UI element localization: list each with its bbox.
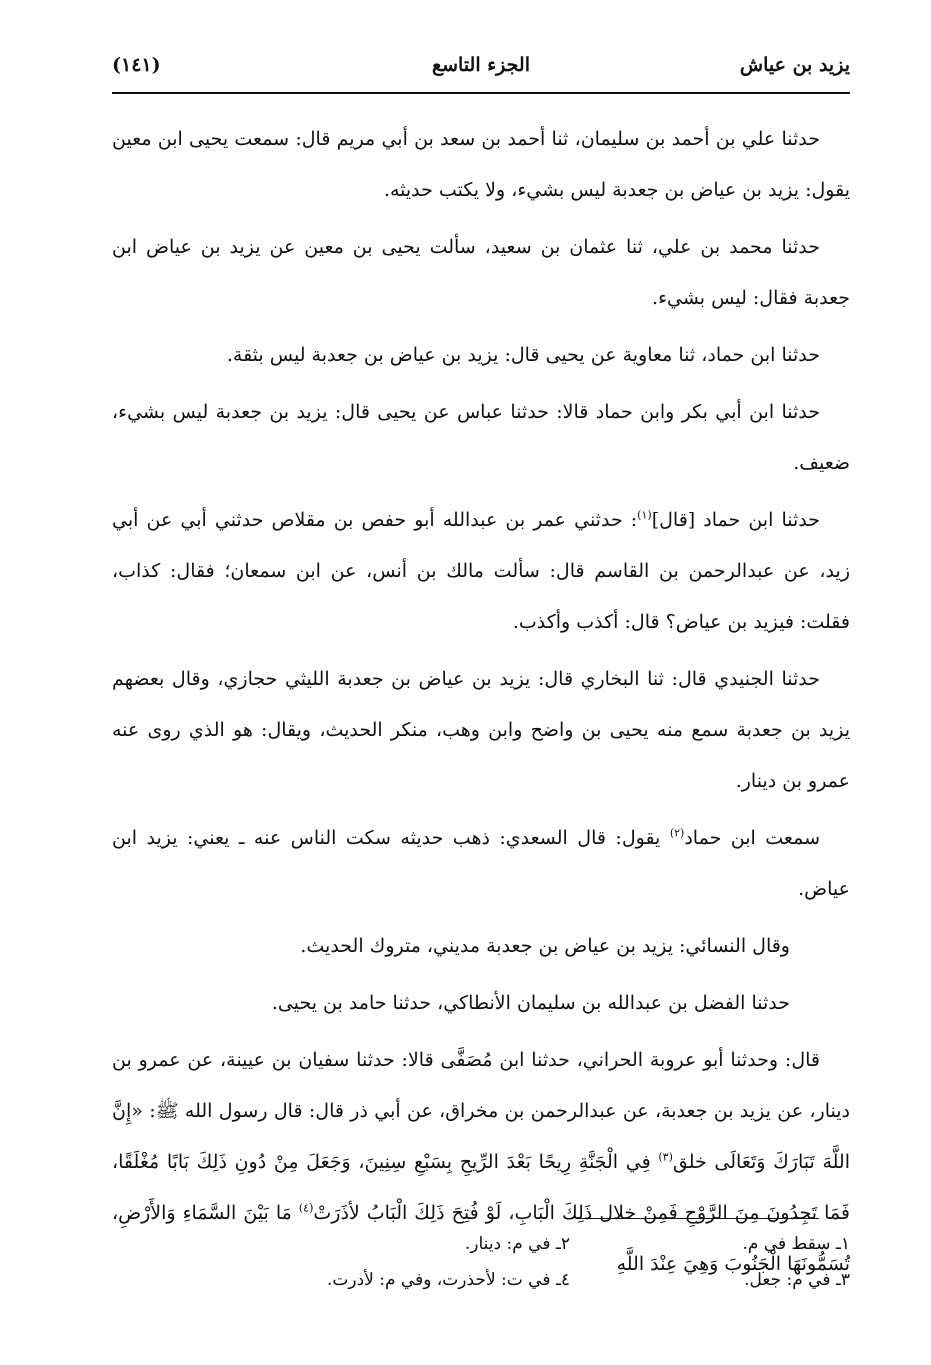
page-number: (١٤١) [112,54,161,76]
paragraph-text: حدثنا علي بن أحمد بن سليمان، ثنا أحمد بن سعد بن أبي مريم قال: سمعت يحيى ابن معين يقول: يزيد بن عياض بن جعدبة ليس بشيء، ولا يكتب حديثه. [112,128,850,201]
paragraph-text: حدثنا الجنيدي قال: ثنا البخاري قال: يزيد بن عياض بن جعدبة الليثي حجازي، وقال بعضهم يزيد بن جعدبة سمع منه يحيى بن واضح وابن وهب، منكر الحديث، ويقال: هو الذي روى عنه عمرو بن دينار. [112,668,850,792]
paragraph-text: يقول: قال السعدي: ذهب حديثه سكت الناس عنه ـ يعني: يزيد ابن عياض. [112,827,850,900]
paragraph-text: قال: وحدثنا أبو عروبة الحراني، حدثنا ابن مُصَفَّى قالا: حدثنا سفيان بن عيينة، عن عمرو بن دينار، عن يزيد بن جعدبة، عن عبدالرحمن بن مخراق، عن أبي ذر قال: قال رسول الله ﷺ: «إِنَّ اللَّهَ تَبَارَكَ وَتَعَالَى خلق [112,1049,850,1173]
paragraph-4 [112,387,850,489]
footnote-3: ٣ـ في م: جعل. [744,1270,850,1290]
paragraph-text: حدثنا ابن حماد، ثنا معاوية عن يحيى قال: يزيد بن عياض بن جعدبة ليس بثقة. [226,344,820,366]
footnote-ref-1: (١) [637,508,652,522]
footnote-ref-4: (٤) [298,1201,314,1215]
paragraph-text: وقال النسائي: يزيد بن عياض بن جعدبة مديني، متروك الحديث. [300,935,790,957]
page-header [112,44,850,94]
footnote-row [112,1234,850,1270]
paragraph-2 [112,222,850,324]
paragraph-7 [112,813,850,915]
main-text [112,114,850,1296]
paragraph-9 [112,978,850,1029]
footnote-row [112,1270,850,1306]
paragraph-5 [112,495,850,648]
footnote-4: ٤ـ في ت: لأحذرت، وفي م: لأدرت. [326,1270,570,1290]
footnote-ref-3: (٣) [658,1150,673,1164]
paragraph-text: مَا بَيْنَ السَّمَاءِ وَالأَرْضِ، تُسَمُّونَهَا الْجَنُوبَ وَهِيَ عِنْدَ اللَّهِ [112,1202,850,1275]
paragraph-text: : حدثني عمر بن عبدالله أبو حفص بن مقلاص حدثني أبي عن أبي زيد، عن عبدالرحمن بن القاسم قال: سألت مالك بن أنس، عن ابن سمعان؛ فقال: كذاب، فقلت: فيزيد بن عياض؟ قال: أكذب وأكذب. [112,509,850,633]
paragraph-6 [112,654,850,807]
header-volume-title: الجزء التاسع [432,54,530,76]
footnote-1: ١ـ سقط في م. [742,1234,850,1254]
paragraph-text: فِي الْجَنَّةِ رِيحًا بَعْدَ الرِّيحِ بِسَبْعِ سِنِينَ، وَجَعَلَ مِنْ دُونِ ذَلِكَ بَابًا مُغْلَقًا، فَمَا تَجِدُونَ مِنَ الرَّوْحِ فَمِنْ خلال ذَلِكَ الْبَابِ، لَوْ فُتِحَ ذَلِكَ الْبَابُ لأذَرَتْ [112,1151,850,1224]
footnote-2: ٢ـ في م: دينار. [464,1234,570,1254]
paragraph-text: حدثنا ابن حماد [قال] [651,509,820,531]
footnote-ref-2: (٢) [669,826,685,840]
footnote-divider [579,1218,819,1219]
footnotes [112,1234,850,1306]
paragraph-text: حدثنا الفضل بن عبدالله بن سليمان الأنطاكي، حدثنا حامد بن يحيى. [271,992,790,1014]
paragraph-text: سمعت ابن حماد [684,827,820,849]
paragraph-3 [112,330,850,381]
paragraph-8 [112,921,850,972]
paragraph-text: حدثنا ابن أبي بكر وابن حماد قالا: حدثنا عباس عن يحيى قال: يزيد بن جعدبة ليس بشيء، ضعيف. [112,401,850,474]
paragraph-1 [112,114,850,216]
header-section-title: يزيد بن عياش [739,54,850,76]
paragraph-text: حدثنا محمد بن علي، ثنا عثمان بن سعيد، سألت يحيى بن معين عن يزيد بن عياض ابن جعدبة فقال: ليس بشيء. [112,236,850,309]
